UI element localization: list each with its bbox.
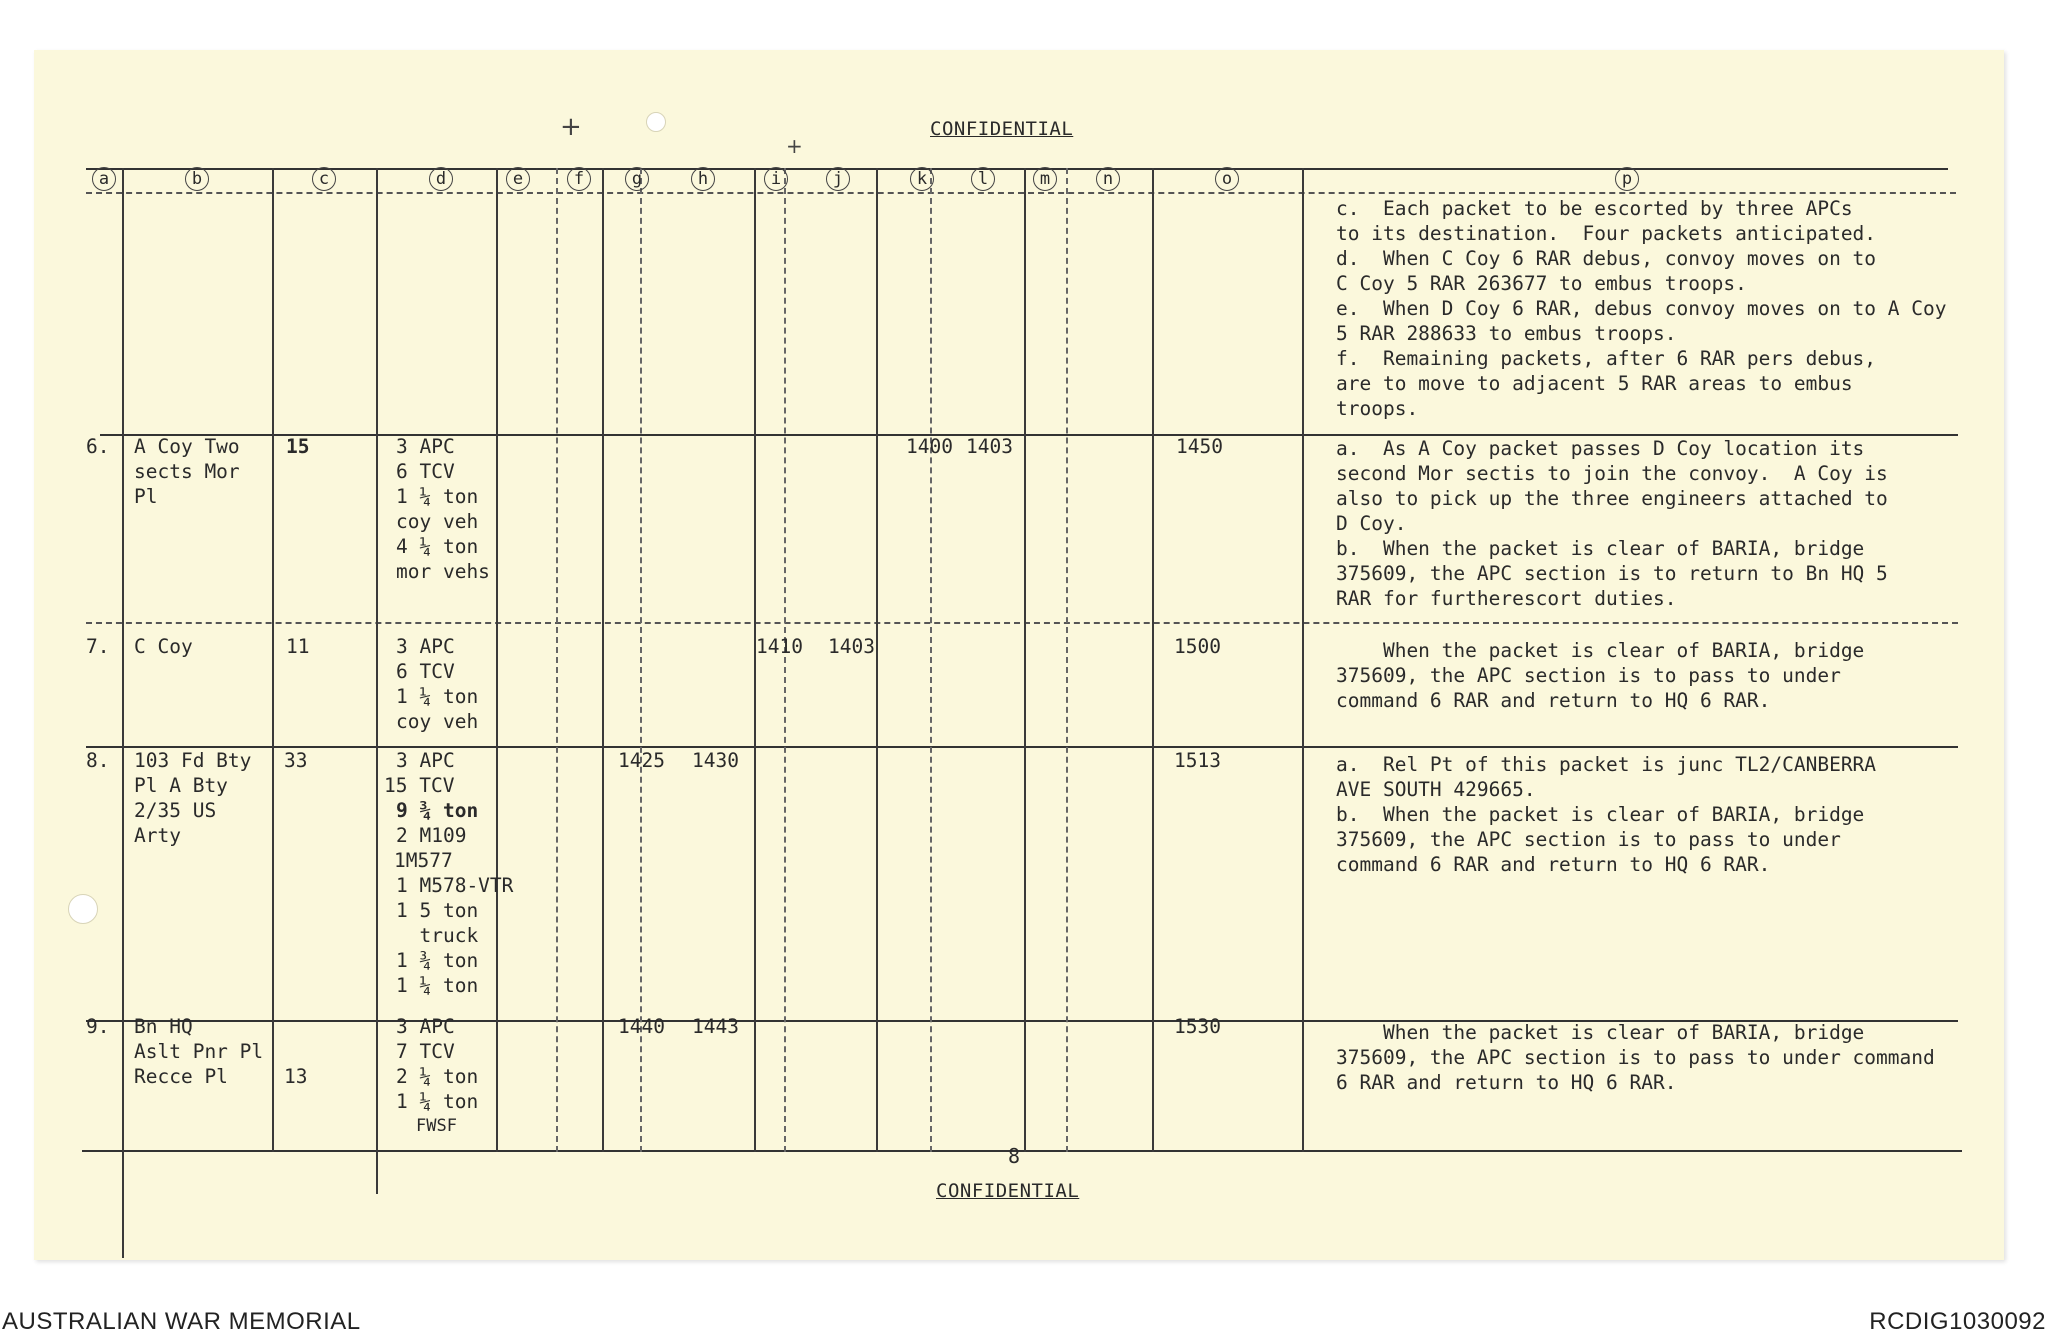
column-header-o: o: [1152, 166, 1302, 192]
strength: 13: [284, 1065, 308, 1088]
remark-line: c. Each packet to be escorted by three APCs: [1336, 197, 1853, 220]
column-rule: [1302, 168, 1304, 1152]
unit-line: Aslt Pnr Pl: [134, 1040, 264, 1063]
remark-line: C Coy 5 RAR 263677 to embus troops.: [1336, 272, 1747, 295]
vehicle-line: 1 ¼ ton: [396, 974, 479, 997]
column-header-f: f: [556, 166, 602, 192]
column-rule: [1066, 168, 1068, 1152]
vehicle-line: 1 ¼ ton: [396, 685, 479, 708]
unit-line: Pl: [134, 485, 158, 508]
vehicle-line: truck: [396, 924, 479, 947]
remark-line: D Coy.: [1336, 512, 1407, 535]
classification-top: CONFIDENTIAL: [930, 118, 1074, 140]
column-rule: [784, 168, 786, 1152]
unit-line: 2/35 US: [134, 799, 217, 822]
remark-line: 375609, the APC section is to pass to under: [1336, 828, 1841, 851]
column-rule: [876, 168, 878, 1152]
column-header-l: l: [950, 166, 1016, 192]
column-header-i: i: [754, 166, 798, 192]
remark-line: b. When the packet is clear of BARIA, bridge: [1336, 803, 1865, 826]
vehicle-line: 1 ¼ ton: [396, 485, 479, 508]
vehicle-line: 15 TCV: [384, 774, 455, 797]
vehicle-line: 4 ¼ ton: [396, 535, 479, 558]
vehicle-line: 2 M109: [396, 824, 467, 847]
unit-line: Arty: [134, 824, 181, 847]
column-header-m: m: [1024, 166, 1066, 192]
column-rule: [930, 168, 932, 1152]
vehicle-line: 1M577: [394, 849, 453, 872]
row-rule: [86, 746, 1958, 748]
time-j: 1403: [828, 635, 875, 658]
remark-line: When the packet is clear of BARIA, bridge: [1336, 1021, 1865, 1044]
remark-line: 5 RAR 288633 to embus troops.: [1336, 322, 1677, 345]
punch-hole-left: [68, 894, 98, 924]
column-rule: [1024, 168, 1026, 1152]
column-header-e: e: [498, 166, 538, 192]
column-header-g: g: [602, 166, 672, 192]
time-k: 1400: [906, 435, 953, 458]
remark-line: troops.: [1336, 397, 1419, 420]
remark-line: to its destination. Four packets anticipated.: [1336, 222, 1877, 245]
unit-line: A Coy Two: [134, 435, 240, 458]
column-rule: [376, 168, 378, 1194]
header-bottom-rule: [86, 192, 1956, 194]
vehicle-line: 1 ¼ ton: [396, 1090, 479, 1113]
unit-line: Pl A Bty: [134, 774, 228, 797]
remark-line: 6 RAR and return to HQ 6 RAR.: [1336, 1071, 1677, 1094]
vehicle-line: coy veh: [396, 710, 479, 733]
pencil-mark: +: [560, 112, 582, 142]
time-o: 1500: [1174, 635, 1221, 658]
column-rule: [272, 168, 274, 1152]
time-g: 1440: [618, 1015, 665, 1038]
vehicle-line: 6 TCV: [396, 460, 455, 483]
column-header-h: h: [672, 166, 734, 192]
unit-line: Bn HQ: [134, 1015, 193, 1038]
time-o: 1530: [1174, 1015, 1221, 1038]
strength: 15: [286, 435, 310, 458]
vehicle-line: coy veh: [396, 510, 479, 533]
time-o: 1513: [1174, 749, 1221, 772]
vehicle-line: FWSF: [416, 1116, 457, 1136]
vehicle-line: 3 APC: [396, 435, 455, 458]
column-rule: [122, 168, 124, 1258]
serial-number: 8.: [86, 749, 110, 772]
table-bottom-rule: [82, 1150, 1962, 1152]
vehicle-line: 1 M578-VTR: [396, 874, 514, 897]
unit-line: sects Mor: [134, 460, 240, 483]
remark-line: also to pick up the three engineers attached to: [1336, 487, 1888, 510]
vehicle-line: 7 TCV: [396, 1040, 455, 1063]
footer-record-id: RCDIG1030092: [1869, 1308, 2046, 1335]
vehicle-line: 6 TCV: [396, 660, 455, 683]
column-rule: [496, 168, 498, 1152]
column-header-b: b: [122, 166, 272, 192]
column-rule: [754, 168, 756, 1152]
column-header-a: a: [86, 166, 122, 192]
column-header-c: c: [272, 166, 376, 192]
vehicle-line: mor vehs: [396, 560, 490, 583]
remark-line: a. Rel Pt of this packet is junc TL2/CANBERRA: [1336, 753, 1877, 776]
strength: 33: [284, 749, 308, 772]
vehicle-line: 3 APC: [396, 1015, 455, 1038]
serial-number: 6.: [86, 435, 110, 458]
vehicle-line: 9 ¾ ton: [396, 799, 479, 822]
column-header-j: j: [800, 166, 876, 192]
vehicle-line: 3 APC: [396, 635, 455, 658]
remark-line: e. When D Coy 6 RAR, debus convoy moves on to A Coy: [1336, 297, 1947, 320]
vehicle-line: 3 APC: [396, 749, 455, 772]
time-h: 1443: [692, 1015, 739, 1038]
pencil-mark: +: [786, 134, 803, 158]
column-rule: [640, 168, 642, 1152]
remark-line: b. When the packet is clear of BARIA, bridge: [1336, 537, 1865, 560]
time-i: 1410: [756, 635, 803, 658]
time-h: 1430: [692, 749, 739, 772]
unit-line: Recce Pl: [134, 1065, 228, 1088]
remark-line: AVE SOUTH 429665.: [1336, 778, 1536, 801]
row-rule: [86, 622, 1958, 624]
time-o: 1450: [1176, 435, 1223, 458]
remark-line: a. As A Coy packet passes D Coy location its: [1336, 437, 1865, 460]
vehicle-line: 1 ¾ ton: [396, 949, 479, 972]
column-header-n: n: [1070, 166, 1146, 192]
time-l: 1403: [966, 435, 1013, 458]
footer-archive-name: AUSTRALIAN WAR MEMORIAL: [2, 1308, 361, 1335]
remark-line: 375609, the APC section is to pass to under: [1336, 664, 1841, 687]
remark-line: second Mor sectis to join the convoy. A Coy is: [1336, 462, 1888, 485]
remark-line: command 6 RAR and return to HQ 6 RAR.: [1336, 689, 1771, 712]
strength: 11: [286, 635, 310, 658]
unit-line: 103 Fd Bty: [134, 749, 252, 772]
vehicle-line: 1 5 ton: [396, 899, 479, 922]
punch-hole-top: [646, 112, 666, 132]
unit-line: C Coy: [134, 635, 193, 658]
column-header-k: k: [876, 166, 968, 192]
column-header-d: d: [376, 166, 506, 192]
remark-line: command 6 RAR and return to HQ 6 RAR.: [1336, 853, 1771, 876]
classification-bottom: CONFIDENTIAL: [936, 1180, 1080, 1202]
time-g: 1425: [618, 749, 665, 772]
remark-line: d. When C Coy 6 RAR debus, convoy moves on to: [1336, 247, 1877, 270]
remark-line: When the packet is clear of BARIA, bridge: [1336, 639, 1865, 662]
remark-line: f. Remaining packets, after 6 RAR pers debus,: [1336, 347, 1877, 370]
remark-line: are to move to adjacent 5 RAR areas to embus: [1336, 372, 1853, 395]
column-rule: [556, 168, 558, 1152]
serial-number: 9.: [86, 1015, 110, 1038]
column-rule: [602, 168, 604, 1152]
column-rule: [1152, 168, 1154, 1152]
vehicle-line: 2 ¼ ton: [396, 1065, 479, 1088]
column-header-p: p: [1302, 166, 1952, 192]
remark-line: RAR for furtherescort duties.: [1336, 587, 1677, 610]
remark-line: 375609, the APC section is to return to Bn HQ 5: [1336, 562, 1888, 585]
serial-number: 7.: [86, 635, 110, 658]
page-number: 8: [1008, 1144, 1021, 1168]
remark-line: 375609, the APC section is to pass to under command: [1336, 1046, 1935, 1069]
